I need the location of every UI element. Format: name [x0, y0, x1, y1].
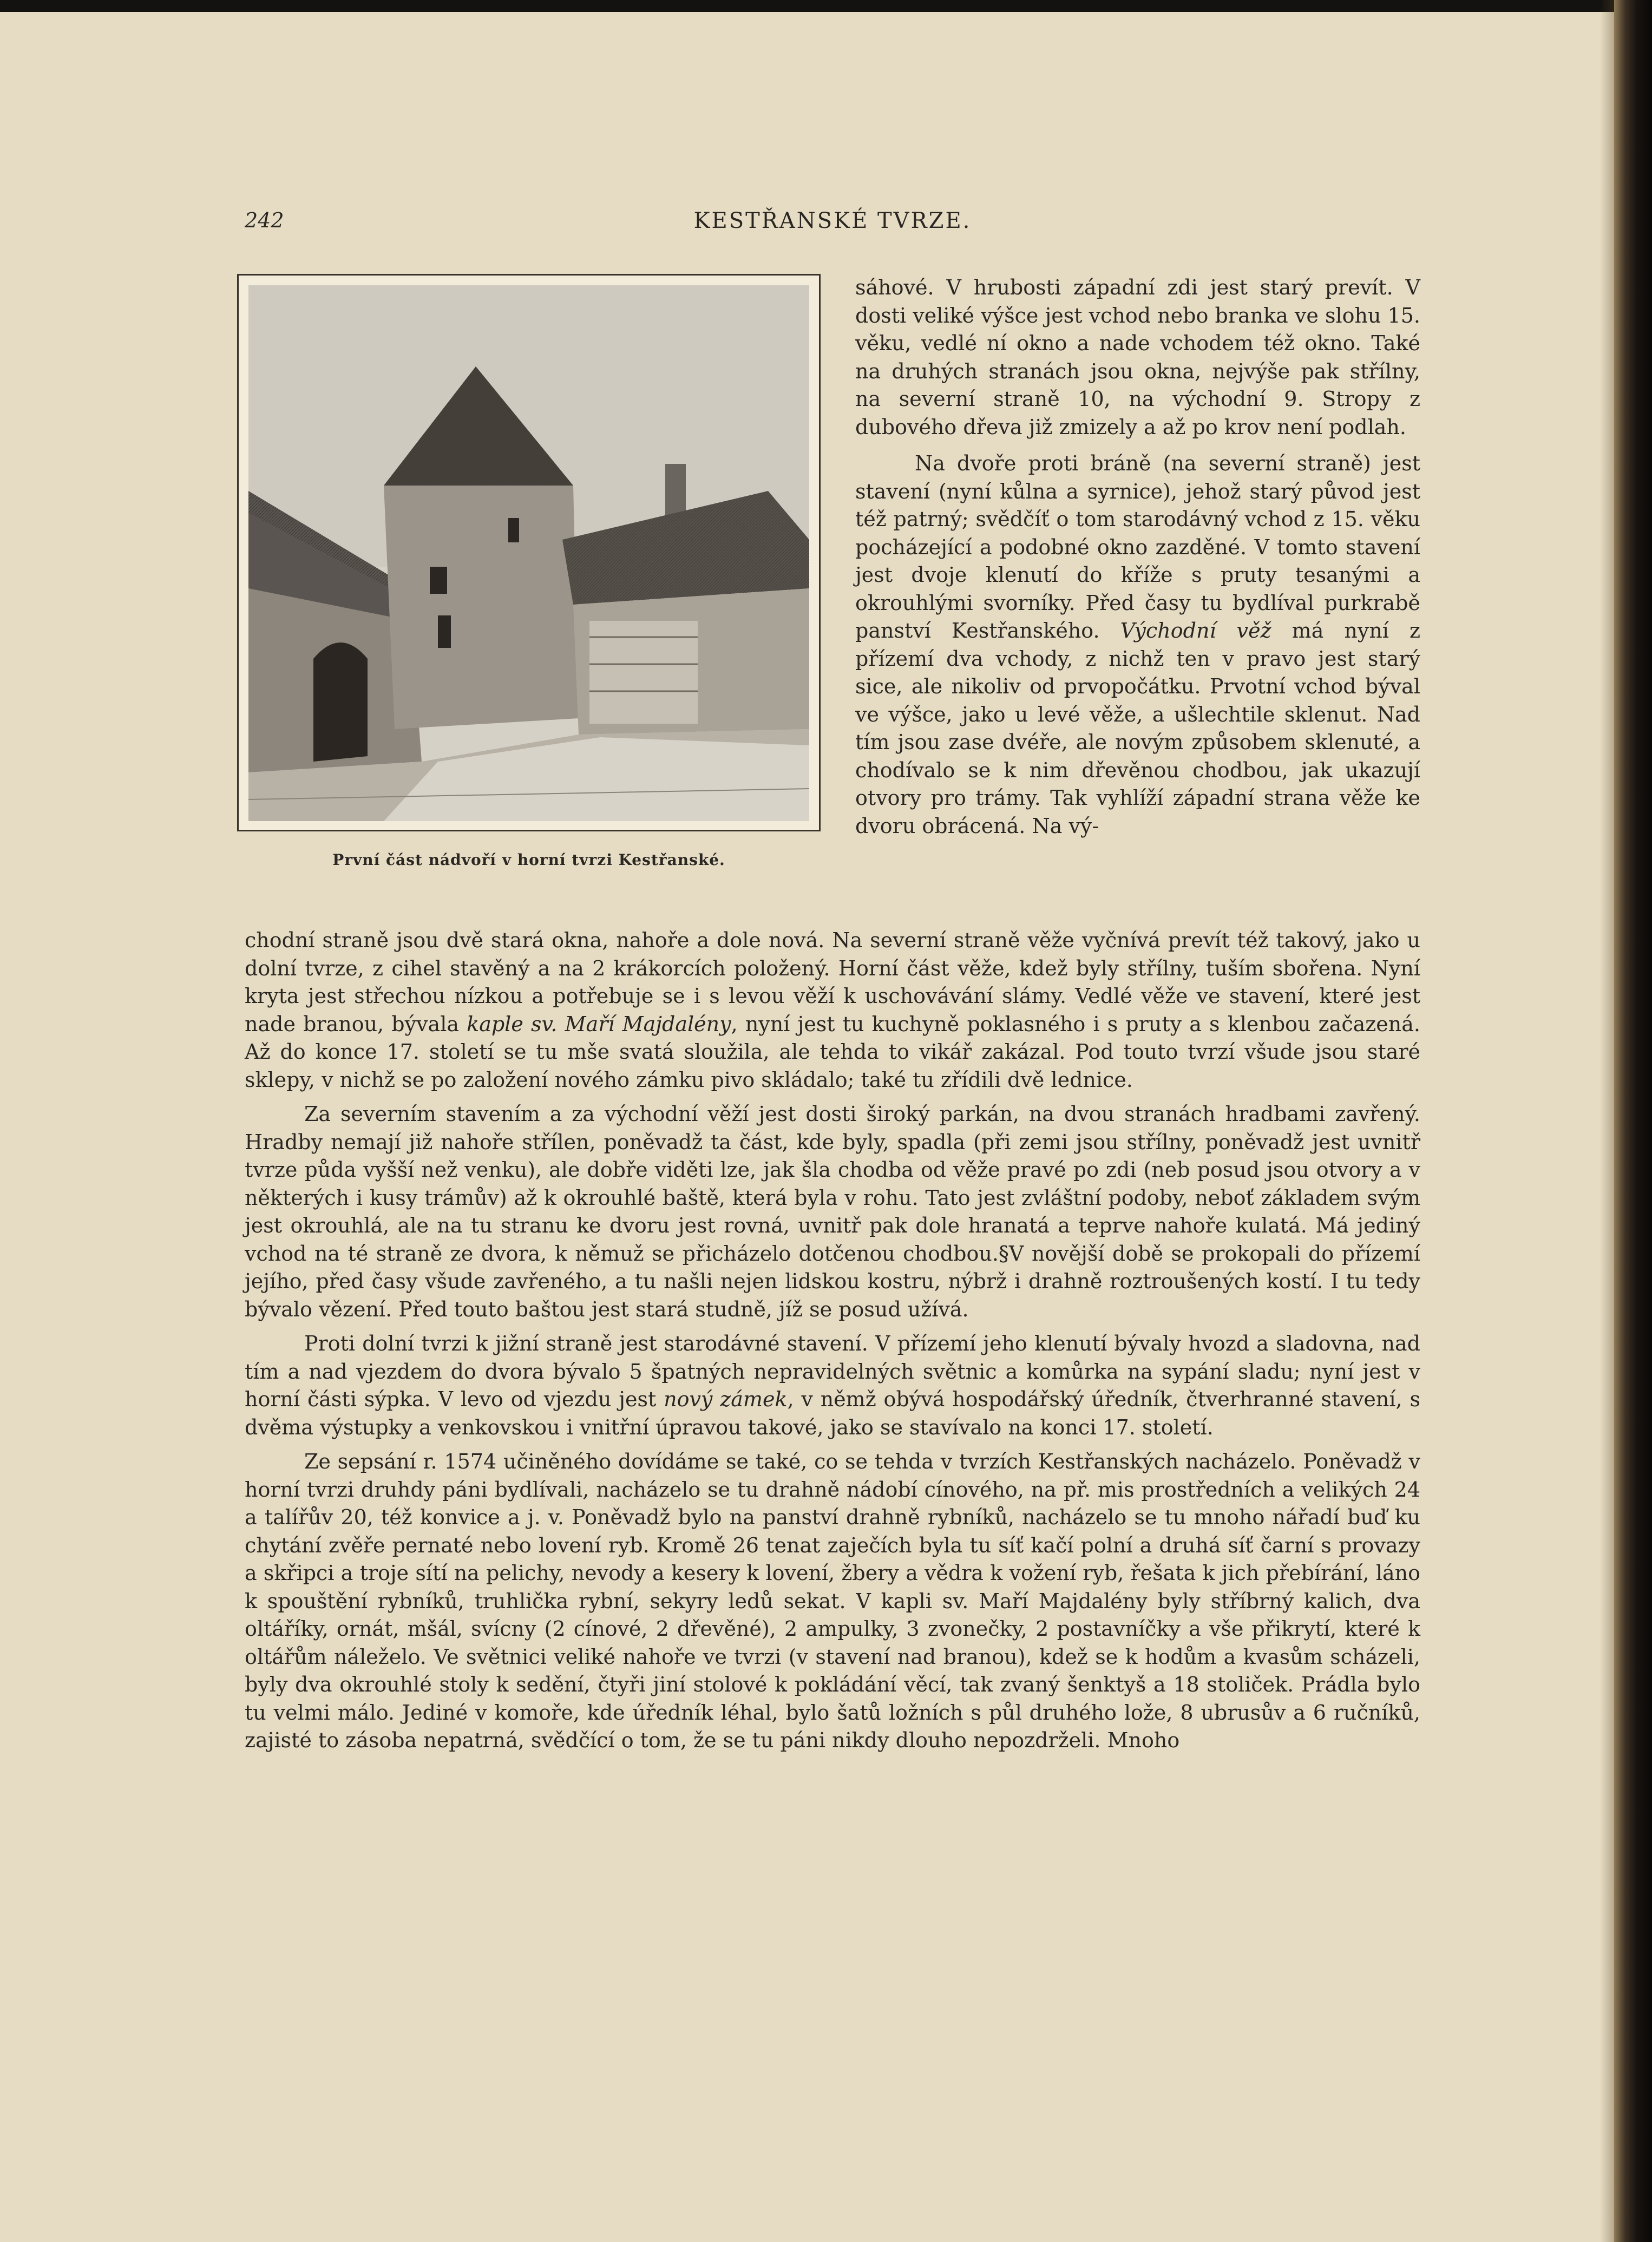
- paragraph: Za severním stavením a za východní věží jest dosti široký parkán, na dvou stranách hradbami zavřený. Hradby nemají již nahoře střílen, poněvadž ta část, kde byly, spadla (při zemi jsou střílny, poněvadž jest uvnitř tvrze půda vyšší než venku), ale dobře viděti lze, jak šla chodba od věže pravé po zdi (neb posud jsou otvory a v některých i kusy trámův) až k okrouhlé baště, která byla v rohu. Tato jest zvláštní podoby, neboť základem svým jest okrouhlá, ale na tu stranu ke dvoru jest rovná, uvnitř pak dole hranatá a teprve nahoře kulatá. Má jediný vchod na té straně ze dvora, k němuž se přicházelo dotčenou chodbou.§V novější době se prokopali do přízemí jejího, před časy všude zavřeného, a tu našli nejen lidskou kostru, nýbrž i drahně roztroušených kostí. I tu tedy bývalo vězení. Před touto baštou jest stará studně, jíž se posud užívá.: [245, 1102, 1420, 1321]
- scan-right-edge: [1614, 0, 1652, 2242]
- page-gutter-shadow: [1600, 0, 1614, 2242]
- side-column-text: [855, 274, 1420, 849]
- full-width-text: [245, 927, 1420, 1761]
- paragraph: Ze sepsání r. 1574 učiněného dovídáme se také, co se tehda v tvrzích Kestřanských nacházelo. Poněvadž v horní tvrzi druhdy páni bydlívali, nacházelo se tu drahně nádobí cínového, na př. mis prostředních a velikých 24 a talířův 20, též konvice a j. v. Poněvadž bylo na panství drahně rybníků, nacházelo se tu mnoho nářadí buď ku chytání zvěře pernaté nebo lovení ryb. Kromě 26 tenat zaječích byla tu síť kačí polní a druhá síť čarní s provazy a skřipci a troje sítí na pelichy, nevody a kesery k lovení, žbery a vědra k vožení ryb, řešata k jich přebírání, láno k spouštění rybníků, truhlička rybní, sekyry ledů sekat. V kapli sv. Maří Majdalény byly stříbrný kalich, dva oltáříky, ornát, mšál, svícny (2 cínové, 2 dřevěné), 2 ampulky, 3 zvonečky, 2 postavníčky a vše přikrytí, které k oltářům náleželo. Ve světnici veliké nahoře ve tvrzi (v stavení nad branou), kdež se k hodům a kvasům scházeli, byly dva okrouhlé stoly k sedění, čtyři jiní stolové k pokládání věcí, tak zvaný šenktyš a 18 stoliček. Prádla bylo tu velmi málo. Jediné v komoře, kde úředník léhal, bylo šatů ložních s půl druhého lože, 8 ubrusův a 6 ručníků, zajisté to zásoba nepatrná, svědčící o tom, že se tu páni nikdy dlouho nepozdrželi. Mnoho: [245, 1450, 1420, 1752]
- paragraph: chodní straně jsou dvě stará okna, nahoře a dole nová. Na severní straně věže vyčnívá prevít též takový, jako u dolní tvrze, z cihel stavěný a na 2 krákorcích položený. Horní část věže, kdež byly střílny, tuším sbořena. Nyní kryta jest střechou nízkou a potřebuje se i s levou věží k uschovávání slámy. Vedlé věže ve stavení, které jest nade branou, bývala kaple sv. Maří Majdalény, nyní jest tu kuchyně poklasného i s pruty a s klenbou začazená. Až do konce 17. století se tu mše svatá sloužila, ale tehda to vikář zakázal. Pod touto tvrzí všude jsou staré sklepy, v nichž se po založení nového zámku pivo skládalo; také tu zřídili dvě lednice.: [245, 928, 1420, 1092]
- scan-top-edge: [0, 0, 1652, 12]
- courtyard-illustration: [237, 274, 821, 831]
- courtyard-drawing: [248, 285, 809, 821]
- paragraph: sáhové. V hrubosti západní zdi jest starý prevít. V dosti veliké výšce jest vchod nebo branka ve slohu 15. věku, vedlé ní okno a nade vchodem též okno. Také na druhých stranách jsou okna, nejvýše pak střílny, na severní straně 10, na východní 9. Stropy z dubového dřeva již zmizely a až po krov není podlah.: [855, 276, 1420, 439]
- page-header: [245, 208, 1420, 241]
- italic-term: nový zámek: [664, 1387, 788, 1411]
- italic-term: kaple sv. Maří Majdalény: [467, 1012, 731, 1036]
- running-title: KESTŘANSKÉ TVRZE.: [693, 208, 972, 233]
- figure-caption: První část nádvoří v horní tvrzi Kestřanské.: [332, 851, 725, 869]
- paragraph: Na dvoře proti bráně (na severní straně) jest stavení (nyní kůlna a syrnice), jehož starý původ jest též patrný; svědčíť o tom starodávný vchod z 15. věku pocházející a podobné okno zazděné. V tomto stavení jest dvoje klenutí do kříže s pruty tesanými a okrouhlými svorníky. Před časy tu bydlíval purkrabě panství Kestřanského. Východní věž má nyní z přízemí dva vchody, z nichž ten v pravo jest starý sice, ale nikoliv od prvopočátku. Prvotní vchod býval ve výšce, jako u levé věže, a ušlechtile sklenut. Nad tím jsou zase dvéře, ale novým způsobem sklenuté, a chodívalo se k nim dřevěnou chodbou, jak ukazují otvory pro trámy. Tak vyhlíží západní strana věže ke dvoru obrácená. Na vý-: [855, 451, 1420, 838]
- italic-term: Východní věž: [1120, 619, 1271, 643]
- page-number: 242: [245, 208, 284, 232]
- paragraph: Proti dolní tvrzi k jižní straně jest starodávné stavení. V přízemí jeho klenutí bývaly hvozd a sladovna, nad tím a nad vjezdem do dvora bývalo 5 špatných nepravidelných světnic a komůrka na sypání sladu; nyní jest v horní části sýpka. V levo od vjezdu jest nový zámek, v němž obývá hospodářský úředník, čtverhranné stavení, s dvěma výstupky a venkovskou i vnitřní úpravou takové, jako se stavívalo na konci 17. století.: [245, 1332, 1420, 1439]
